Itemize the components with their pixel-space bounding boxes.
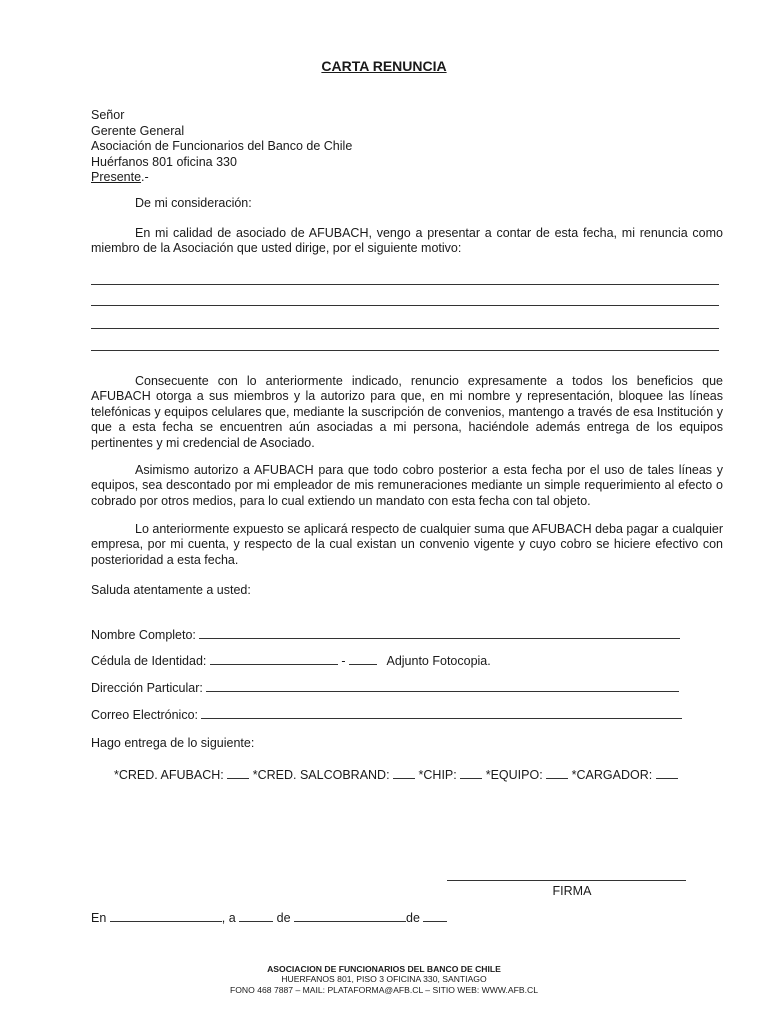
date-day-blank[interactable]	[239, 909, 273, 922]
id-number-line[interactable]	[210, 652, 338, 665]
date-prefix: En	[91, 911, 107, 925]
footer-contact: FONO 468 7887 – MAIL: PLATAFORMA@AFB.CL – SITIO WEB: WWW.AFB.CL	[230, 984, 538, 995]
closing-text: Saluda atentamente a usted:	[91, 583, 251, 597]
footer-org: ASOCIACION DE FUNCIONARIOS DEL BANCO DE CHILE	[267, 964, 501, 974]
paragraph-obligations: Lo anteriormente expuesto se aplicará respecto de cualquier suma que AFUBACH deba pagar a cualquier empresa, por mi cuenta, y respecto de la cual existan un convenio vigente y cuyo cobro se hiciere efectivo con posterioridad a esta fecha.	[91, 522, 723, 567]
recipient-line: Asociación de Funcionarios del Banco de Chile	[91, 139, 353, 154]
item-cred-afubach: *CRED. AFUBACH:	[114, 768, 224, 782]
name-field-row	[91, 626, 680, 642]
item-equipo-blank[interactable]	[546, 766, 568, 779]
item-cargador-blank[interactable]	[656, 766, 678, 779]
document-title: CARTA RENUNCIA	[321, 58, 447, 74]
signature-line[interactable]	[447, 880, 686, 881]
id-verifier-line[interactable]	[349, 652, 377, 665]
date-month-blank[interactable]	[294, 909, 406, 922]
recipient-present	[91, 170, 352, 186]
date-sep-de: de	[276, 911, 291, 925]
address-field-row	[91, 679, 679, 695]
reason-line-3[interactable]	[91, 328, 719, 329]
item-equipo: *EQUIPO:	[485, 768, 543, 782]
recipient-block	[91, 108, 352, 186]
recipient-line: Huérfanos 801 oficina 330	[91, 154, 237, 169]
reason-line-2[interactable]	[91, 305, 719, 306]
item-chip: *CHIP:	[418, 768, 457, 782]
present-word: Presente	[91, 170, 142, 185]
date-year-blank[interactable]	[423, 909, 447, 922]
date-place-blank[interactable]	[110, 909, 222, 922]
date-sep-a: , a	[221, 911, 236, 925]
signature-label: FIRMA	[552, 884, 592, 898]
recipient-line: Gerente General	[91, 123, 185, 138]
id-label: Cédula de Identidad:	[91, 654, 207, 668]
email-label: Correo Electrónico:	[91, 708, 198, 722]
paragraph-intent: En mi calidad de asociado de AFUBACH, vengo a presentar a contar de esta fecha, mi renuncia como miembro de la Asociación que usted dirige, por el siguiente motivo:	[91, 226, 723, 256]
address-label: Dirección Particular:	[91, 681, 203, 695]
paragraph-authorization: Asimismo autorizo a AFUBACH para que todo cobro posterior a esta fecha por el uso de tales líneas y equipos, sea descontado por mi empleador de mis remuneraciones mediante un simple requerimiento al efecto o cobrado por otros medios, para lo cual extiendo un mandato con esta fecha con tal objeto.	[91, 463, 723, 508]
paragraph-benefits: Consecuente con lo anteriormente indicado, renuncio expresamente a todos los beneficios que AFUBACH otorga a sus miembros y la autorizo para que, en mi nombre y representación, bloquee las líneas telefónicas y equipos celulares que, mediante la suscripción de convenios, mantengo a través de esa Institución y que a esta fecha se encuentren aún asociadas a mi persona, haciéndole además entrega de los equipos pertinentes y mi credencial de Asociado.	[91, 374, 723, 450]
id-attach-note: Adjunto Fotocopia.	[386, 654, 491, 668]
id-dash: -	[341, 654, 346, 668]
email-field-row	[91, 706, 682, 722]
item-cargador: *CARGADOR:	[571, 768, 653, 782]
salutation: De mi consideración:	[135, 196, 252, 210]
name-input-line[interactable]	[199, 626, 680, 639]
item-cred-afubach-blank[interactable]	[227, 766, 249, 779]
item-cred-salcobrand: *CRED. SALCOBRAND:	[252, 768, 390, 782]
present-suffix: .-	[141, 170, 149, 185]
footer-address: HUERFANOS 801, PISO 3 OFICINA 330, SANTIAGO	[281, 974, 487, 985]
date-line	[91, 909, 447, 925]
recipient-line: Señor	[91, 108, 125, 122]
id-field-row	[91, 652, 491, 668]
reason-line-1[interactable]	[91, 284, 719, 285]
delivery-items	[114, 766, 678, 782]
item-chip-blank[interactable]	[460, 766, 482, 779]
address-input-line[interactable]	[206, 679, 679, 692]
email-input-line[interactable]	[201, 706, 682, 719]
footer	[0, 964, 768, 995]
date-sep-de-2: de	[406, 911, 420, 925]
item-cred-salcobrand-blank[interactable]	[393, 766, 415, 779]
reason-line-4[interactable]	[91, 350, 719, 351]
name-label: Nombre Completo:	[91, 628, 196, 642]
delivery-label: Hago entrega de lo siguiente:	[91, 736, 255, 750]
